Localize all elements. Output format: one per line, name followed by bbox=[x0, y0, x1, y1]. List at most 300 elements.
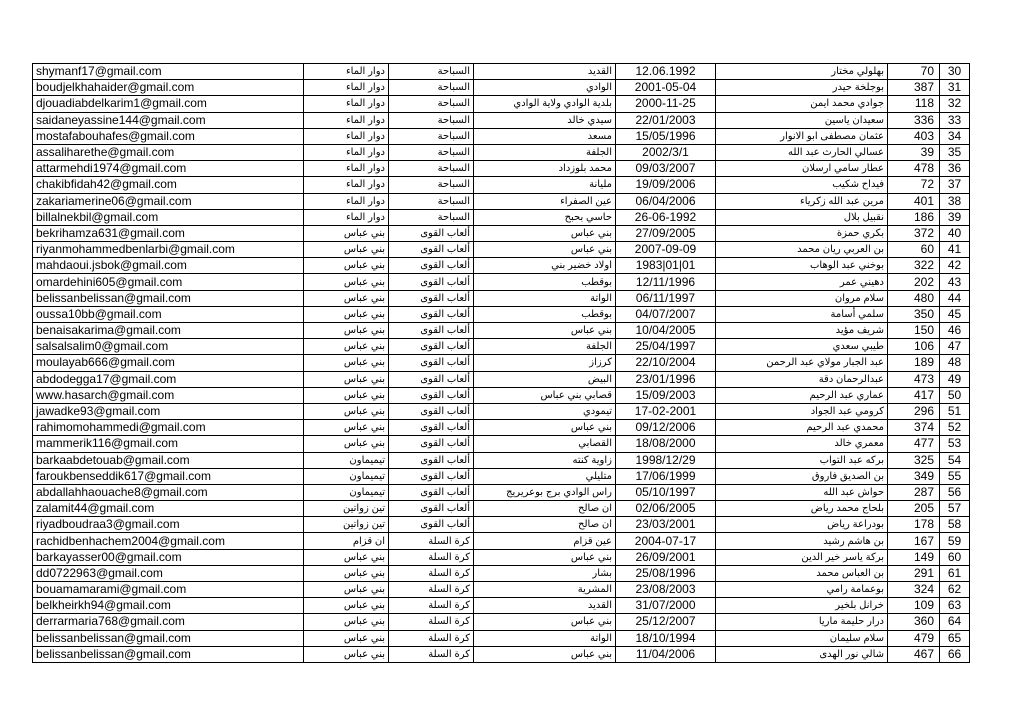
row-number-cell: 45 bbox=[940, 306, 970, 322]
email-cell: barkaabdetouab@gmail.com bbox=[33, 452, 304, 468]
birthdate-cell: 06/04/2006 bbox=[616, 193, 716, 209]
birthdate-cell: 23/03/2001 bbox=[616, 517, 716, 533]
sport-cell: السباحة bbox=[389, 64, 474, 80]
full-name-cell: بن الصديق فاروق bbox=[716, 468, 888, 484]
birthplace-cell: مليانة bbox=[474, 177, 616, 193]
email-cell: www.hasarch@gmail.com bbox=[33, 387, 304, 403]
table-body bbox=[33, 64, 970, 663]
email-cell: zakariamerine06@gmail.com bbox=[33, 193, 304, 209]
id-number-cell: 467 bbox=[888, 646, 940, 662]
birthdate-cell: 17/06/1999 bbox=[616, 468, 716, 484]
birthdate-cell: 12/11/1996 bbox=[616, 274, 716, 290]
full-name-cell: محمدي عبد الرحيم bbox=[716, 420, 888, 436]
full-name-cell: معمري خالد bbox=[716, 436, 888, 452]
email-cell: saidaneyassine144@gmail.com bbox=[33, 112, 304, 128]
birthplace-cell: بني عباس bbox=[474, 614, 616, 630]
table-row bbox=[33, 565, 970, 581]
sport-cell: ألعاب القوى bbox=[389, 323, 474, 339]
birthdate-cell: 25/08/1996 bbox=[616, 565, 716, 581]
club-cell: دوار الماء bbox=[304, 64, 389, 80]
table-row bbox=[33, 501, 970, 517]
sport-cell: السباحة bbox=[389, 209, 474, 225]
club-cell: بني عباس bbox=[304, 582, 389, 598]
email-cell: rahimomohammedi@gmail.com bbox=[33, 420, 304, 436]
birthdate-cell: 31/07/2000 bbox=[616, 598, 716, 614]
birthdate-cell: 11/04/2006 bbox=[616, 646, 716, 662]
sport-cell: ألعاب القوى bbox=[389, 436, 474, 452]
email-cell: belkheirkh94@gmail.com bbox=[33, 598, 304, 614]
email-cell: belissanbelissan@gmail.com bbox=[33, 646, 304, 662]
birthplace-cell: المشرية bbox=[474, 582, 616, 598]
full-name-cell: شالي نور الهدى bbox=[716, 646, 888, 662]
email-cell: chakibfidah42@gmail.com bbox=[33, 177, 304, 193]
table-row bbox=[33, 161, 970, 177]
full-name-cell: بن هاشم رشيد bbox=[716, 533, 888, 549]
birthdate-cell: 27/09/2005 bbox=[616, 225, 716, 241]
id-number-cell: 480 bbox=[888, 290, 940, 306]
club-cell: دوار الماء bbox=[304, 177, 389, 193]
full-name-cell: بلحاج محمد رياض bbox=[716, 501, 888, 517]
birthdate-cell: 18/08/2000 bbox=[616, 436, 716, 452]
sport-cell: السباحة bbox=[389, 144, 474, 160]
row-number-cell: 60 bbox=[940, 549, 970, 565]
row-number-cell: 41 bbox=[940, 242, 970, 258]
row-number-cell: 42 bbox=[940, 258, 970, 274]
table-row bbox=[33, 177, 970, 193]
id-number-cell: 205 bbox=[888, 501, 940, 517]
sport-cell: كرة السلة bbox=[389, 614, 474, 630]
row-number-cell: 51 bbox=[940, 403, 970, 419]
full-name-cell: شريف مؤيد bbox=[716, 323, 888, 339]
birthdate-cell: 19/09/2006 bbox=[616, 177, 716, 193]
id-number-cell: 349 bbox=[888, 468, 940, 484]
sport-cell: ألعاب القوى bbox=[389, 274, 474, 290]
table-row bbox=[33, 646, 970, 662]
id-number-cell: 39 bbox=[888, 144, 940, 160]
id-number-cell: 374 bbox=[888, 420, 940, 436]
full-name-cell: سلام سليمان bbox=[716, 630, 888, 646]
club-cell: دوار الماء bbox=[304, 193, 389, 209]
sport-cell: السباحة bbox=[389, 96, 474, 112]
sport-cell: كرة السلة bbox=[389, 598, 474, 614]
club-cell: بني عباس bbox=[304, 387, 389, 403]
table-row bbox=[33, 209, 970, 225]
club-cell: بني عباس bbox=[304, 565, 389, 581]
table-row bbox=[33, 630, 970, 646]
birthplace-cell: قصابي بني عباس bbox=[474, 387, 616, 403]
sport-cell: ألعاب القوى bbox=[389, 225, 474, 241]
full-name-cell: عماري عبد الرحيم bbox=[716, 387, 888, 403]
row-number-cell: 50 bbox=[940, 387, 970, 403]
id-number-cell: 149 bbox=[888, 549, 940, 565]
sport-cell: السباحة bbox=[389, 112, 474, 128]
row-number-cell: 53 bbox=[940, 436, 970, 452]
club-cell: تيميماون bbox=[304, 452, 389, 468]
club-cell: دوار الماء bbox=[304, 96, 389, 112]
row-number-cell: 55 bbox=[940, 468, 970, 484]
club-cell: تين زواتين bbox=[304, 517, 389, 533]
id-number-cell: 417 bbox=[888, 387, 940, 403]
email-cell: barkayasser00@gmail.com bbox=[33, 549, 304, 565]
id-number-cell: 478 bbox=[888, 161, 940, 177]
full-name-cell: خرانل بلخير bbox=[716, 598, 888, 614]
full-name-cell: سعيدان ياسين bbox=[716, 112, 888, 128]
row-number-cell: 46 bbox=[940, 323, 970, 339]
club-cell: تين زواتين bbox=[304, 501, 389, 517]
sport-cell: ألعاب القوى bbox=[389, 517, 474, 533]
email-cell: mammerik116@gmail.com bbox=[33, 436, 304, 452]
birthplace-cell: محمد بلوزداد bbox=[474, 161, 616, 177]
birthplace-cell: سيدي خالد bbox=[474, 112, 616, 128]
row-number-cell: 54 bbox=[940, 452, 970, 468]
id-number-cell: 387 bbox=[888, 80, 940, 96]
email-cell: omardehini605@gmail.com bbox=[33, 274, 304, 290]
row-number-cell: 61 bbox=[940, 565, 970, 581]
table-row bbox=[33, 484, 970, 500]
sport-cell: ألعاب القوى bbox=[389, 468, 474, 484]
birthplace-cell: بني عباس bbox=[474, 420, 616, 436]
row-number-cell: 64 bbox=[940, 614, 970, 630]
table-row bbox=[33, 258, 970, 274]
id-number-cell: 479 bbox=[888, 630, 940, 646]
table-row bbox=[33, 549, 970, 565]
table-row bbox=[33, 614, 970, 630]
full-name-cell: بوجلخة حيدر bbox=[716, 80, 888, 96]
birthplace-cell: بني عباس bbox=[474, 242, 616, 258]
row-number-cell: 30 bbox=[940, 64, 970, 80]
club-cell: بني عباس bbox=[304, 323, 389, 339]
sport-cell: السباحة bbox=[389, 177, 474, 193]
birthplace-cell: الجلفة bbox=[474, 339, 616, 355]
table-row bbox=[33, 193, 970, 209]
id-number-cell: 360 bbox=[888, 614, 940, 630]
birthdate-cell: 2002/3/1 bbox=[616, 144, 716, 160]
row-number-cell: 47 bbox=[940, 339, 970, 355]
sport-cell: ألعاب القوى bbox=[389, 258, 474, 274]
sport-cell: كرة السلة bbox=[389, 582, 474, 598]
full-name-cell: بركه عبد التواب bbox=[716, 452, 888, 468]
table-row bbox=[33, 290, 970, 306]
id-number-cell: 72 bbox=[888, 177, 940, 193]
birthdate-cell: 15/09/2003 bbox=[616, 387, 716, 403]
sport-cell: السباحة bbox=[389, 193, 474, 209]
data-sheet bbox=[32, 63, 970, 663]
email-cell: moulayab666@gmail.com bbox=[33, 355, 304, 371]
birthplace-cell: الواتة bbox=[474, 630, 616, 646]
birthdate-cell: 23/08/2003 bbox=[616, 582, 716, 598]
birthdate-cell: 09/03/2007 bbox=[616, 161, 716, 177]
birthplace-cell: بوقطب bbox=[474, 306, 616, 322]
email-cell: derrarmaria768@gmail.com bbox=[33, 614, 304, 630]
email-cell: benaisakarima@gmail.com bbox=[33, 323, 304, 339]
sport-cell: كرة السلة bbox=[389, 646, 474, 662]
table-row bbox=[33, 468, 970, 484]
row-number-cell: 44 bbox=[940, 290, 970, 306]
club-cell: بني عباس bbox=[304, 436, 389, 452]
birthdate-cell: 09/12/2006 bbox=[616, 420, 716, 436]
email-cell: assaliharethe@gmail.com bbox=[33, 144, 304, 160]
birthdate-cell: 10/04/2005 bbox=[616, 323, 716, 339]
sport-cell: ألعاب القوى bbox=[389, 420, 474, 436]
row-number-cell: 66 bbox=[940, 646, 970, 662]
email-cell: zalamit44@gmail.com bbox=[33, 501, 304, 517]
table-row bbox=[33, 355, 970, 371]
email-cell: bekrihamza631@gmail.com bbox=[33, 225, 304, 241]
birthplace-cell: البيض bbox=[474, 371, 616, 387]
birthdate-cell: 05/10/1997 bbox=[616, 484, 716, 500]
id-number-cell: 350 bbox=[888, 306, 940, 322]
row-number-cell: 33 bbox=[940, 112, 970, 128]
table-row bbox=[33, 128, 970, 144]
participants-table bbox=[32, 63, 970, 663]
club-cell: بني عباس bbox=[304, 242, 389, 258]
full-name-cell: عثمان مصطفى ابو الانوار bbox=[716, 128, 888, 144]
table-row bbox=[33, 144, 970, 160]
birthplace-cell: متليلي bbox=[474, 468, 616, 484]
club-cell: تيميماون bbox=[304, 484, 389, 500]
birthdate-cell: 2001-05-04 bbox=[616, 80, 716, 96]
id-number-cell: 477 bbox=[888, 436, 940, 452]
birthplace-cell: زاوية كنته bbox=[474, 452, 616, 468]
full-name-cell: بركة ياسر خير الدين bbox=[716, 549, 888, 565]
row-number-cell: 31 bbox=[940, 80, 970, 96]
birthdate-cell: 26-06-1992 bbox=[616, 209, 716, 225]
full-name-cell: بودراعة رياض bbox=[716, 517, 888, 533]
row-number-cell: 58 bbox=[940, 517, 970, 533]
id-number-cell: 60 bbox=[888, 242, 940, 258]
club-cell: بني عباس bbox=[304, 290, 389, 306]
birthdate-cell: 25/12/2007 bbox=[616, 614, 716, 630]
row-number-cell: 39 bbox=[940, 209, 970, 225]
birthplace-cell: بني عباس bbox=[474, 225, 616, 241]
table-row bbox=[33, 371, 970, 387]
sport-cell: كرة السلة bbox=[389, 630, 474, 646]
birthdate-cell: 23/01/1996 bbox=[616, 371, 716, 387]
full-name-cell: نقبيل بلال bbox=[716, 209, 888, 225]
club-cell: بني عباس bbox=[304, 371, 389, 387]
id-number-cell: 109 bbox=[888, 598, 940, 614]
email-cell: mostafabouhafes@gmail.com bbox=[33, 128, 304, 144]
club-cell: بني عباس bbox=[304, 403, 389, 419]
club-cell: دوار الماء bbox=[304, 112, 389, 128]
email-cell: rachidbenhachem2004@gmail.com bbox=[33, 533, 304, 549]
table-row bbox=[33, 533, 970, 549]
id-number-cell: 150 bbox=[888, 323, 940, 339]
full-name-cell: طيبي سعدي bbox=[716, 339, 888, 355]
birthdate-cell: 04/07/2007 bbox=[616, 306, 716, 322]
id-number-cell: 296 bbox=[888, 403, 940, 419]
email-cell: shymanf17@gmail.com bbox=[33, 64, 304, 80]
id-number-cell: 473 bbox=[888, 371, 940, 387]
email-cell: bouamamarami@gmail.com bbox=[33, 582, 304, 598]
club-cell: بني عباس bbox=[304, 614, 389, 630]
id-number-cell: 324 bbox=[888, 582, 940, 598]
club-cell: بني عباس bbox=[304, 274, 389, 290]
club-cell: بني عباس bbox=[304, 420, 389, 436]
id-number-cell: 322 bbox=[888, 258, 940, 274]
full-name-cell: كرومي عبد الجواد bbox=[716, 403, 888, 419]
email-cell: oussa10bb@gmail.com bbox=[33, 306, 304, 322]
sport-cell: كرة السلة bbox=[389, 565, 474, 581]
birthdate-cell: 2004-07-17 bbox=[616, 533, 716, 549]
sport-cell: ألعاب القوى bbox=[389, 371, 474, 387]
table-row bbox=[33, 112, 970, 128]
id-number-cell: 287 bbox=[888, 484, 940, 500]
full-name-cell: عسالي الحارث عبد الله bbox=[716, 144, 888, 160]
birthplace-cell: بشار bbox=[474, 565, 616, 581]
email-cell: riyanmohammedbenlarbi@gmail.com bbox=[33, 242, 304, 258]
table-row bbox=[33, 387, 970, 403]
birthdate-cell: 25/04/1997 bbox=[616, 339, 716, 355]
full-name-cell: عبد الجبار مولاي عبد الرحمن bbox=[716, 355, 888, 371]
birthdate-cell: 26/09/2001 bbox=[616, 549, 716, 565]
birthdate-cell: 12.06.1992 bbox=[616, 64, 716, 80]
full-name-cell: بن العباس محمد bbox=[716, 565, 888, 581]
id-number-cell: 403 bbox=[888, 128, 940, 144]
table-row bbox=[33, 306, 970, 322]
birthdate-cell: 2000-11-25 bbox=[616, 96, 716, 112]
full-name-cell: بهلولي مختار bbox=[716, 64, 888, 80]
row-number-cell: 62 bbox=[940, 582, 970, 598]
table-row bbox=[33, 517, 970, 533]
email-cell: djouadiabdelkarim1@gmail.com bbox=[33, 96, 304, 112]
full-name-cell: فيداح شكيب bbox=[716, 177, 888, 193]
email-cell: salsalsalim0@gmail.com bbox=[33, 339, 304, 355]
sport-cell: ألعاب القوى bbox=[389, 339, 474, 355]
email-cell: abdallahhaouache8@gmail.com bbox=[33, 484, 304, 500]
sport-cell: ألعاب القوى bbox=[389, 242, 474, 258]
birthplace-cell: عين الصفراء bbox=[474, 193, 616, 209]
full-name-cell: دهيني عمر bbox=[716, 274, 888, 290]
row-number-cell: 43 bbox=[940, 274, 970, 290]
id-number-cell: 372 bbox=[888, 225, 940, 241]
row-number-cell: 52 bbox=[940, 420, 970, 436]
birthplace-cell: بني عباس bbox=[474, 646, 616, 662]
birthdate-cell: 1998/12/29 bbox=[616, 452, 716, 468]
table-row bbox=[33, 582, 970, 598]
club-cell: بني عباس bbox=[304, 630, 389, 646]
email-cell: belissanbelissan@gmail.com bbox=[33, 290, 304, 306]
birthplace-cell: حاسي بحبح bbox=[474, 209, 616, 225]
row-number-cell: 35 bbox=[940, 144, 970, 160]
birthdate-cell: 22/01/2003 bbox=[616, 112, 716, 128]
birthplace-cell: اولاد خضير بني bbox=[474, 258, 616, 274]
birthplace-cell: القديد bbox=[474, 64, 616, 80]
birthdate-cell: 2007-09-09 bbox=[616, 242, 716, 258]
id-number-cell: 178 bbox=[888, 517, 940, 533]
row-number-cell: 49 bbox=[940, 371, 970, 387]
full-name-cell: بن العربي ريان محمد bbox=[716, 242, 888, 258]
birthplace-cell: ان صالح bbox=[474, 501, 616, 517]
birthdate-cell: 17-02-2001 bbox=[616, 403, 716, 419]
birthdate-cell: 1983|01|01 bbox=[616, 258, 716, 274]
table-row bbox=[33, 436, 970, 452]
birthplace-cell: القديد bbox=[474, 598, 616, 614]
birthplace-cell: عين قزام bbox=[474, 533, 616, 549]
club-cell: بني عباس bbox=[304, 225, 389, 241]
birthplace-cell: بوقطب bbox=[474, 274, 616, 290]
club-cell: دوار الماء bbox=[304, 80, 389, 96]
birthdate-cell: 02/06/2005 bbox=[616, 501, 716, 517]
birthplace-cell: بني عباس bbox=[474, 323, 616, 339]
row-number-cell: 65 bbox=[940, 630, 970, 646]
club-cell: بني عباس bbox=[304, 258, 389, 274]
row-number-cell: 40 bbox=[940, 225, 970, 241]
club-cell: ان قزام bbox=[304, 533, 389, 549]
email-cell: attarmehdi1974@gmail.com bbox=[33, 161, 304, 177]
sport-cell: ألعاب القوى bbox=[389, 452, 474, 468]
birthplace-cell: كرزاز bbox=[474, 355, 616, 371]
table-row bbox=[33, 242, 970, 258]
row-number-cell: 34 bbox=[940, 128, 970, 144]
table-row bbox=[33, 403, 970, 419]
id-number-cell: 325 bbox=[888, 452, 940, 468]
sport-cell: ألعاب القوى bbox=[389, 355, 474, 371]
table-row bbox=[33, 323, 970, 339]
club-cell: بني عباس bbox=[304, 355, 389, 371]
id-number-cell: 167 bbox=[888, 533, 940, 549]
full-name-cell: حواش عبد الله bbox=[716, 484, 888, 500]
sport-cell: ألعاب القوى bbox=[389, 403, 474, 419]
club-cell: بني عباس bbox=[304, 549, 389, 565]
full-name-cell: بكري حمزة bbox=[716, 225, 888, 241]
club-cell: دوار الماء bbox=[304, 128, 389, 144]
id-number-cell: 70 bbox=[888, 64, 940, 80]
row-number-cell: 36 bbox=[940, 161, 970, 177]
birthdate-cell: 15/05/1996 bbox=[616, 128, 716, 144]
birthdate-cell: 18/10/1994 bbox=[616, 630, 716, 646]
club-cell: بني عباس bbox=[304, 598, 389, 614]
birthplace-cell: الجلفة bbox=[474, 144, 616, 160]
club-cell: بني عباس bbox=[304, 646, 389, 662]
club-cell: بني عباس bbox=[304, 306, 389, 322]
birthplace-cell: القصابي bbox=[474, 436, 616, 452]
email-cell: abdodegga17@gmail.com bbox=[33, 371, 304, 387]
table-row bbox=[33, 225, 970, 241]
row-number-cell: 32 bbox=[940, 96, 970, 112]
row-number-cell: 38 bbox=[940, 193, 970, 209]
birthplace-cell: الوادي bbox=[474, 80, 616, 96]
email-cell: faroukbenseddik617@gmail.com bbox=[33, 468, 304, 484]
table-row bbox=[33, 452, 970, 468]
club-cell: دوار الماء bbox=[304, 144, 389, 160]
birthplace-cell: ان صالح bbox=[474, 517, 616, 533]
birthplace-cell: بني عباس bbox=[474, 549, 616, 565]
email-cell: riyadboudraa3@gmail.com bbox=[33, 517, 304, 533]
full-name-cell: جوادي محمد ايمن bbox=[716, 96, 888, 112]
table-row bbox=[33, 598, 970, 614]
id-number-cell: 186 bbox=[888, 209, 940, 225]
full-name-cell: بوخني عبد الوهاب bbox=[716, 258, 888, 274]
table-row bbox=[33, 339, 970, 355]
club-cell: دوار الماء bbox=[304, 209, 389, 225]
id-number-cell: 202 bbox=[888, 274, 940, 290]
full-name-cell: سلمي أسامة bbox=[716, 306, 888, 322]
row-number-cell: 48 bbox=[940, 355, 970, 371]
club-cell: تيميماون bbox=[304, 468, 389, 484]
sport-cell: ألعاب القوى bbox=[389, 501, 474, 517]
table-row bbox=[33, 420, 970, 436]
club-cell: بني عباس bbox=[304, 339, 389, 355]
row-number-cell: 63 bbox=[940, 598, 970, 614]
table-row bbox=[33, 274, 970, 290]
id-number-cell: 106 bbox=[888, 339, 940, 355]
birthplace-cell: راس الوادي برج بوعريريج bbox=[474, 484, 616, 500]
sport-cell: كرة السلة bbox=[389, 549, 474, 565]
birthdate-cell: 22/10/2004 bbox=[616, 355, 716, 371]
email-cell: belissanbelissan@gmail.com bbox=[33, 630, 304, 646]
sport-cell: السباحة bbox=[389, 80, 474, 96]
